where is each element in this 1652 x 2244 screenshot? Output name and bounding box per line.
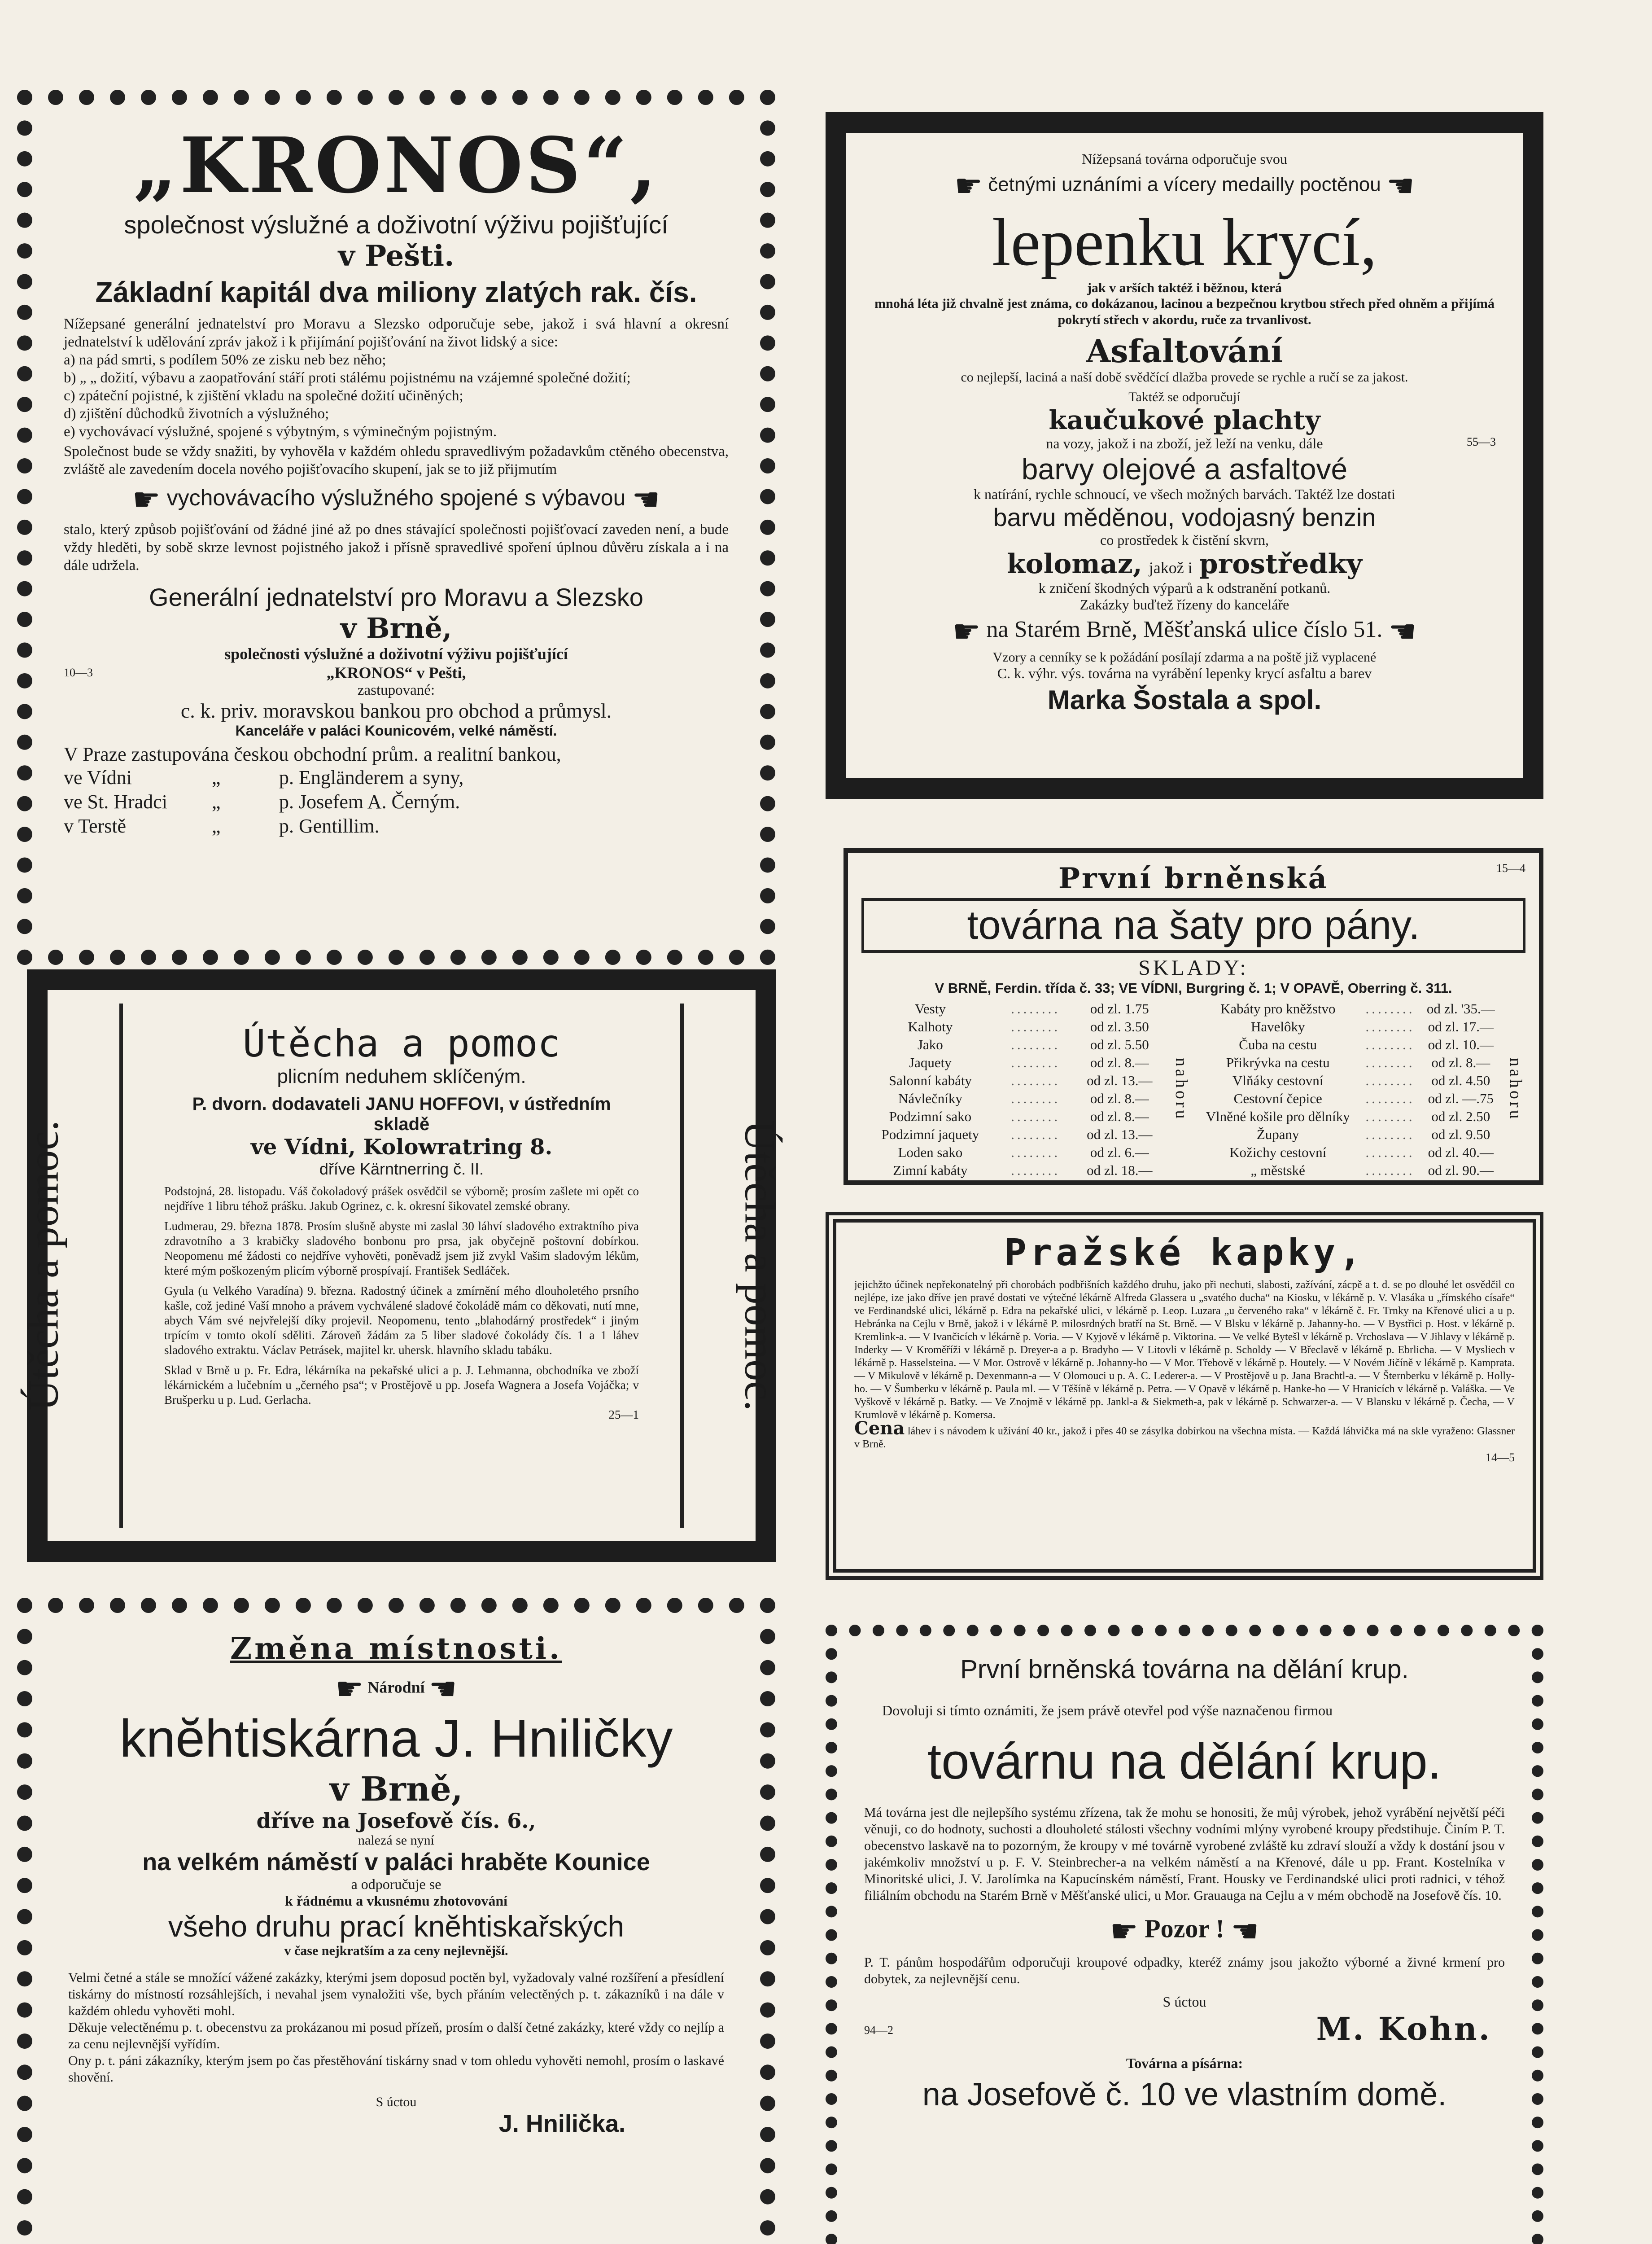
kronos-list-item: d) zjištění důchodků životních a výslužného;: [64, 406, 329, 422]
pointing-hand-icon: ☚: [632, 481, 660, 518]
utecha-ad: Útěcha a pomoc. Útěcha a pomoc. Útěcha a pomoc plicním neduhem sklíčeným. P. dvorn. dodavateli JANU HOFFOVI, v ústředním skladě ve Vídni, Kolowratring 8. dříve Kärntnerring č. II. Podstojná, 28. listopadu. Váš čokoladový prášek osvědčil se výborně; prosím zašlete mi opět co nejdříve 1 libru téhož prášku. Jakub Ogrinez, c. k. okresní šikovatel zemské obrany. Ludmerau, 29. března 1878. Prosím slušně abyste mi zaslal 30 láhví sladového extraktního piva zdravotního a 3 krabičky sladového bonbonu pro prsa, jak obyčejně poštovní dobírkou. Neopomenu mé žádosti co nejdříve vyhověti, poněvadž jsem již zvykl Vašim sladovým lékům, které mým poškozeným plicím výborně prospívají. František Sedláček. Gyula (u Velkého Varadína) 9. března. Radostný účinek a zmírnění mého dlouholetého prsního kašle, což jediné Vaší mnoho a právem vychválené sladové čokoládě mám co děkovati, nutí mne, abych Vám své nejvřelejší díky projevil. Neopomenu, tento „blahodárný prostředek“ i jiným trpícím v tomto okolí sděliti. Zároveň žádám za 5 liber sladové čokolády čís. 1 a 1 láhev sladového extraktu. Václav Petrásek, majitel kr. uhersk. hlavního skladu tabáku. Sklad v Brně u p. Fr. Edra, lékárníka na pekařské ulici a p. J. Lehmanna, obchodníka ve zboží lékárnickém a lučebním u „černého psa“; v Prostějově u pp. Josefa Wagnera a Josefa Vojáčka; v Brušperku u p. Lud. Gerlacha. 25—1: [27, 969, 776, 1562]
utecha-letter: Podstojná, 28. listopadu. Váš čokoladový prášek osvědčil se výborně; prosím zašlete mi opět co nejdříve 1 libru téhož prášku. Jakub Ogrinez, c. k. okresní šikovatel zemské obrany.: [164, 1184, 639, 1213]
kronos-agency-city: v Brně,: [340, 612, 452, 644]
krupy-title: První brněnská továrna na dělání krup.: [960, 1655, 1409, 1684]
kapky-ad: [826, 1212, 1543, 1580]
price-item: Vesty: [914, 1001, 946, 1017]
hnilicka-national-line: [68, 1670, 724, 1707]
hnilicka-title: Změna místnosti.: [230, 1631, 562, 1666]
price-item: Kabáty pro kněžstvo: [1220, 1001, 1336, 1017]
price-dots: ........: [1011, 1109, 1061, 1124]
price-row: [861, 1161, 1167, 1179]
price-row: [1196, 1018, 1501, 1036]
price-value: od zl. 1.75: [1090, 1001, 1149, 1017]
lepenka-asfaltovani: Asfaltování: [1086, 333, 1283, 370]
lepenka-benzin: barvu měděnou, vodojasný benzin: [993, 503, 1376, 531]
hnilicka-offers: a odporučuje se: [351, 1876, 441, 1892]
price-value: od zl. 8.—: [1431, 1055, 1490, 1070]
pointing-hand-icon: ☛: [132, 481, 161, 518]
kronos-reps: [64, 766, 729, 838]
price-dots: ........: [1011, 1162, 1061, 1178]
lepenka-barvy-sub: k natírání, rychle schnoucí, ve všech možných barvách. Taktéž lze dostati: [974, 486, 1395, 502]
price-row: [1196, 1072, 1501, 1090]
lepenka-kolomaz-line: [873, 548, 1496, 580]
price-value: od zl. 13.—: [1087, 1126, 1153, 1142]
kronos-bank: c. k. priv. moravskou bankou pro obchod a průmysl.: [180, 699, 612, 722]
lepenka-title: lepenku krycí,: [992, 205, 1377, 280]
price-dots: ........: [1011, 1091, 1061, 1106]
price-item: Zimní kabáty: [893, 1162, 968, 1178]
lepenka-ad: [826, 112, 1543, 799]
kronos-rep-row: [64, 790, 729, 814]
kronos-company-line: společnosti výslužné a doživotní výživu pojišťující: [224, 645, 568, 663]
price-row: [1196, 1036, 1501, 1054]
price-dots: ........: [1365, 1091, 1415, 1106]
price-dots: ........: [1365, 1055, 1415, 1070]
rep-city: ve St. Hradci: [64, 791, 167, 813]
hnilicka-national: Národní: [367, 1678, 425, 1696]
krupy-body: Má továrna jest dle nejlepšího systému zřízena, tak že mohu se honositi, že můj výrobek, jehož vyrábění největší péči věnuji, co do hodnoty, suchosti a dlouholeté stálosti všechny vodními mlýny vyrobené kroupy předstihuje. Činím P. T. obecenstvo laskavě na to pozorným, že kroupy v mé továrně vyrobené zvláště ku zdraví slouží a vždy k dostání jsou v jakémkoliv množství u p. F. V. Steinbrecher-a na velkém náměstí a na Křenové, dále u pp. Frant. Kostelníka v Minoritské ulici, J. V. Jarolímka na Kapucínském náměstí, Frant. Housky ve Ferdinandské ulici proti radnici, v téhož filiálním obchodu na Starém Brně v Měšťanské ulici, u Mor. Grauauga na Cejlu a v mém obchodě na Josefově čís. 10.: [864, 1805, 1505, 1903]
price-item: Župany: [1256, 1126, 1299, 1142]
hnilicka-body-2: Děkuje velectěnému p. t. obecenstvu za prokázanou mi posud přízeň, prosím o další četné zakázky, které vždy co nejlíp a za cenu nejlevnější vyřídím.: [68, 2020, 724, 2051]
price-dots: ........: [1365, 1126, 1415, 1142]
price-row: [1196, 1054, 1501, 1072]
utecha-letter: Ludmerau, 29. března 1878. Prosím slušně abyste mi zaslal 30 láhví sladového extraktního piva zdravotního a 3 krabičky sladového bonbonu pro prsa, jak obyčejně poštovní dobírkou. Neopomenu mé žádosti co nejdříve vyhověti, poněvadž jsem již zvykl Vašim sladovým lékům, které mým poškozeným plicím výborně prospívají. František Sedláček.: [164, 1219, 639, 1277]
price-dots: ........: [1365, 1144, 1415, 1160]
utecha-letter: Sklad v Brně u p. Fr. Edra, lékárníka na pekařské ulici a p. J. Lehmanna, obchodníka ve zboží lékárnickém a lučebním u „černého psa“; v Prostějově u pp. Josefa Wagnera a Josefa Vojáčka; v Brušperku u p. Lud. Gerlacha.: [164, 1363, 639, 1407]
price-item: Návlečníky: [898, 1091, 962, 1106]
price-row: [861, 1036, 1167, 1054]
price-item: Havelôky: [1250, 1019, 1305, 1034]
lepenka-kolomaz: kolomaz,: [1007, 548, 1142, 580]
saty-title2: továrna na šaty pro pány.: [861, 898, 1525, 953]
saty-price-table-right: [1196, 1000, 1501, 1179]
price-value: od zl. 3.50: [1090, 1019, 1149, 1034]
rep-name: p. Gentillim.: [279, 815, 380, 837]
price-row: [1196, 1108, 1501, 1126]
price-dots: ........: [1365, 1037, 1415, 1052]
pointing-hand-icon: ☚: [1388, 613, 1417, 650]
price-value: od zl. 18.—: [1087, 1162, 1153, 1178]
lepenka-intro: Nížepsaná továrna odporučuje svou: [1082, 151, 1287, 167]
kronos-list-item: c) zpáteční pojistné, k zjištění vkladu na společné dožití učiněných;: [64, 388, 463, 404]
price-item: Salonní kabáty: [888, 1073, 972, 1088]
kapky-price: [854, 1418, 1515, 1451]
utecha-vienna: ve Vídni, Kolowratring 8.: [250, 1135, 553, 1160]
krupy-pozor: Pozor !: [1145, 1914, 1224, 1943]
saty-sklady: SKLADY:: [1138, 956, 1249, 980]
rep-mark: „: [212, 815, 221, 837]
lepenka-line2-text: četnými uznáními a vícery medailly poctěnou: [988, 173, 1381, 196]
price-dots: ........: [1365, 1001, 1415, 1017]
hnilicka-signature: J. Hnilička.: [498, 2110, 625, 2137]
utecha-sub: plicním neduhem sklíčeným.: [277, 1065, 526, 1087]
lepenka-asfaltovani-sub: co nejlepší, laciná a naší době svědčící dlažba provede se rychle a ručí se za jakost.: [961, 370, 1408, 385]
price-row: [861, 1018, 1167, 1036]
price-value: od zl. 10.—: [1428, 1037, 1494, 1052]
kapky-price-label: Cena: [854, 1418, 905, 1439]
lepenka-also: Taktéž se odporučují: [1128, 390, 1241, 404]
kronos-offices: Kanceláře v paláci Kounicovém, velké náměstí.: [235, 723, 557, 739]
rep-name: p. Engländerem a syny,: [279, 767, 464, 789]
hnilicka-body-3: Ony p. t. páni zákazníky, kterým jsem po čas přestěhování tiskárny snad v tom ohledu vyhověti nemohl, prosím o laskavé shovění.: [68, 2053, 724, 2085]
hnilicka-now: nalezá se nyní: [358, 1833, 434, 1848]
hnilicka-all: všeho druhu prací knĕhtiskařských: [168, 1910, 625, 1943]
kronos-code: 10—3: [64, 666, 93, 679]
lepenka-factory: C. k. výhr. výs. továrna na vyrábění lepenky krycí asfaltu a barev: [997, 665, 1372, 681]
price-dots: ........: [1365, 1109, 1415, 1124]
price-dots: ........: [1011, 1073, 1061, 1088]
kronos-company-name: „KRONOS“ v Pešti,: [326, 664, 466, 682]
price-row: [861, 1072, 1167, 1090]
price-item: Vlněné košile pro dělníky: [1206, 1109, 1350, 1124]
price-value: od zl. 8.—: [1090, 1109, 1149, 1124]
price-item: Jaquety: [909, 1055, 952, 1070]
kapky-body: jejichžto účinek nepřekonatelný při chorobách podbřišních každého druhu, jako při nechuti, slabosti, zažívání, zácpě a t. d. se po dlouhé let osvědčil co nejlépe, ize jako dříve jen pravé dostati ve výtečné lékárně Alfreda Glassera u „svatého ducha“ na Kiosku, v lékárně p. V. Vlasáka u „římského císaře“ ve Ferdinandské ulici, lékárně p. Edra na pekařské ulici, v lékárně p. Leop. Luzara „u červeného raka“ v lékárně č. Fr. Trnky na Křenové ulici a u p. Hebránka na Cejlu v Brně, jakož i v lékárně P. milosrdných bratří na St. Brně. — V Blsku v lékárně p. Jahanny-ho. — V Bystřici p. Host. v lékárně p. Kremlink-a. — V Ivančicích v lékárně p. Voria. — V Kyjově v lékárně p. Viktorina. — Ve velké Bytešl v lékárně p. Vrchoslava — V Jihlavy v lékárně p. Inderky — V Kroměříži v lékárně p. Dreyer-a a p. Bradyho — V Litovli v lékárně p. Scholdy — V Břeclavě v lékárně p. Ebrlicha. — V Mysliech v lékárně p. Hasselsteina. — V Mor. Ostrově v lékárně p. Johanny-ho — V Mor. Třebově v lékárně p. Houtely. — V Novém Jičíně v lékárně p. Kamprata. — V Mikulově v lékárně p. Dexenmann-a — V Olomouci u p. A. C. Lederer-a. — V Prostějově u p. Jana Brachtl-a. — V Šternberku v lékárně p. Holly-ho. — V Šumberku v lékárně p. Paula ml. — V Těšíně v lékárně p. Petra. — V Opavě v lékárně p. Hanke-ho — V Hranicích v lékárně p. Valáška. — Ve Vyškově v lékárně p. Batky. — Ve Znojmě v lékárně pp. Jankl-a & Siekmeth-a, pak v lékárně p. Schwarzer-a. — V Blansku v lékárně p. Čecha, — V Krumlově v lékárně p. Komersa.: [854, 1279, 1515, 1421]
pointing-hand-icon: ☛: [335, 1670, 364, 1707]
price-value: od zl. —.75: [1428, 1091, 1494, 1106]
price-row: [861, 1000, 1167, 1018]
price-item: Cestovní čepice: [1233, 1091, 1322, 1106]
kronos-paragraph: Společnost bude se vždy snažiti, by vyhověla v každém ohledu spravedlivým požadavkům ctěného obecenstva, zvláště ale zavedením docela nového pojišťovacího skupení, jak se to již přijmutím: [64, 443, 729, 478]
kronos-title: „KRONOS“,: [133, 121, 660, 210]
kapky-price-text: láhev i s návodem k užívání 40 kr., jakož i přes 40 se zásylka dobírkou na všechna místa. — Každá láhvička má na skle vyraženo: Glassner v Brně.: [854, 1425, 1515, 1450]
hnilicka-terms: v čase nejkratším a za ceny nejlevnější.: [284, 1943, 508, 1958]
kronos-list-item: e) vychovávací výslužné, spojené s výbytným, s výminečným pojistným.: [64, 424, 497, 440]
price-item: Přikrývka na cestu: [1226, 1055, 1330, 1070]
utecha-formerly: dříve Kärntnerring č. II.: [319, 1160, 484, 1178]
kronos-prague: V Praze zastupována českou obchodní prům. a realitní bankou,: [64, 743, 561, 765]
lepenka-code: 55—3: [1467, 435, 1496, 448]
lepenka-orders: Zakázky buďtež řízeny do kanceláře: [1079, 596, 1289, 613]
price-row: [861, 1144, 1167, 1161]
kronos-rep-row: [64, 766, 729, 790]
saty-title1: První brněnská: [1058, 862, 1329, 895]
rep-name: p. Josefem A. Černým.: [279, 791, 460, 813]
hnilicka-body-1: Velmi četné a stále se množící vážené zakázky, kterými jsem doposud poctěn byl, vyžadovaly valné rozšíření a přesídlení tiskárny do místností rozsáhlejších, i nevahal jsem vynaložiti vše, bych přáním velectěných p. t. zákazníků i na dále v každém ohledu vyhověti mohl.: [68, 1970, 724, 2018]
price-row: [861, 1090, 1167, 1108]
lepenka-kaucuk-sub: na vozy, jakož i na zboží, jež leží na venku, dále: [1046, 435, 1323, 451]
price-value: od zl. 9.50: [1431, 1126, 1490, 1142]
price-value: od zl. 4.50: [1431, 1073, 1490, 1088]
lepenka-sub2: mnohá léta již chvalně jest známa, co dokázanou, lacinou a bezpečnou krytbou střech před ohněm a přijímá pokrytí střech v akordu, ruče za trvanlivost.: [874, 296, 1495, 327]
kronos-rep-row: [64, 814, 729, 838]
krupy-intro: Dovoluji si tímto oznámiti, že jsem právě otevřel pod výše naznačenou firmou: [882, 1702, 1333, 1718]
price-dots: ........: [1011, 1144, 1061, 1160]
hnilicka-city: v Brně,: [329, 1770, 463, 1809]
rep-city: v Terstě: [64, 815, 127, 837]
krupy-signature: M. Kohn.: [1316, 2010, 1491, 2047]
lepenka-firm: Marka Šostala a spol.: [1047, 685, 1322, 715]
kronos-list: [64, 351, 729, 441]
kapky-title: Pražské kapky,: [1004, 1232, 1365, 1274]
pointing-hand-icon: ☚: [1231, 1913, 1259, 1950]
kapky-code: 14—5: [1486, 1451, 1515, 1464]
lepenka-line2: [873, 167, 1496, 204]
lepenka-sub1: jak v arších taktéž i běžnou, která: [1087, 280, 1282, 295]
kronos-ad: [17, 90, 775, 965]
krupy-big: továrnu na dělání krup.: [927, 1733, 1442, 1789]
hnilicka-regards: S úctou: [376, 2095, 417, 2109]
price-value: od zl. 90.—: [1428, 1162, 1494, 1178]
utecha-code: 25—1: [608, 1408, 639, 1421]
price-item: Kožichy cestovní: [1229, 1144, 1327, 1160]
price-item: Vlňáky cestovní: [1232, 1073, 1324, 1088]
saty-code: 15—4: [1496, 862, 1525, 875]
rep-mark: „: [212, 791, 221, 813]
lepenka-address: na Starém Brně, Měšťanská ulice číslo 51.: [986, 616, 1383, 642]
price-value: od zl. 6.—: [1090, 1144, 1149, 1160]
price-dots: ........: [1365, 1019, 1415, 1034]
pointing-hand-icon: ☛: [952, 613, 981, 650]
krupy-office: Továrna a písárna:: [1126, 2055, 1243, 2071]
kronos-place: v Pešti.: [338, 239, 455, 273]
lepenka-prostredky-sub: k zničení škodných výparů a k odstranění potkanů.: [1038, 580, 1331, 596]
pointing-hand-icon: ☛: [954, 167, 983, 204]
utecha-title: Útěcha a pomoc: [242, 1021, 560, 1065]
kronos-represented: zastupované:: [357, 682, 435, 698]
price-item: „ městské: [1250, 1162, 1305, 1178]
price-row: [1196, 1090, 1501, 1108]
price-dots: ........: [1011, 1001, 1061, 1017]
krupy-pozor-body: P. T. pánům hospodářům odporučuji kroupové odpadky, kteréž známy jsou jakožto výborné a živné krmení pro dobytek, za nejlevnější cenu.: [864, 1955, 1505, 1986]
lepenka-barvy: barvy olejové a asfaltové: [1021, 452, 1348, 486]
krupy-code: 94—2: [864, 2024, 893, 2037]
kronos-intro: Nížepsané generální jednatelství pro Moravu a Slezsko odporučuje sebe, jakož i svá hlavní a okresní jednatelství k udělování zpráv jakož i k přijímání pojišťování na život lidský a sice:: [64, 316, 729, 350]
rep-city: ve Vídni: [64, 767, 132, 789]
saty-nahoru-right: nahoru: [1506, 1058, 1525, 1122]
price-item: Loden sako: [898, 1144, 963, 1160]
price-item: Podzimní sako: [889, 1109, 972, 1124]
krupy-regards: S úctou: [1163, 1994, 1206, 2010]
kronos-special: [64, 481, 729, 518]
kronos-list-item: a) na pád smrti, s podílem 50% ze zisku neb bez něho;: [64, 352, 386, 368]
lepenka-prostredky: prostředky: [1199, 548, 1362, 580]
price-row: [861, 1108, 1167, 1126]
hnilicka-ad: [17, 1598, 775, 2244]
kronos-capital: Základní kapitál dva miliony zlatých rak. čís.: [95, 276, 697, 308]
hnilicka-name: knĕhtiskárna J. Hniličky: [119, 1709, 673, 1768]
price-dots: ........: [1011, 1019, 1061, 1034]
price-row: [861, 1054, 1167, 1072]
price-value: od zl. 40.—: [1428, 1144, 1494, 1160]
utecha-letter: Gyula (u Velkého Varadína) 9. března. Radostný účinek a zmírnění mého dlouholetého prsního kašle, což jediné Vaší mnoho a právem vychválené sladové čokoládě mám co děkovati, nutí mne, abych Vám své nejvřelejší díky projevil. Neopomenu, tento „blahodárný prostředek“ i jiným trpícím v tomto okolí sděliti. Zároveň žádám za 5 liber sladové čokolády čís. 1 a 1 láhev sladového extraktu. Václav Petrásek, majitel kr. uhersk. hlavního skladu tabáku.: [164, 1284, 639, 1357]
price-value: od zl. 5.50: [1090, 1037, 1149, 1052]
kronos-list-item: b) „ „ dožití, výbavu a zaopatřování stáří proti stálému pojistnému na vzájemné společné dožití;: [64, 370, 631, 386]
kronos-subtitle: společnost výslužné a doživotní výživu pojišťující: [124, 210, 669, 239]
price-dots: ........: [1011, 1126, 1061, 1142]
lepenka-kaucuk: kaučukové plachty: [1049, 405, 1320, 435]
price-dots: ........: [1011, 1037, 1061, 1052]
pointing-hand-icon: ☛: [1110, 1913, 1138, 1950]
price-item: Podzimní jaquety: [881, 1126, 979, 1142]
price-row: [861, 1126, 1167, 1144]
price-value: od zl. 17.—: [1428, 1019, 1494, 1034]
hnilicka-work: k řádnému a vkusnému zhotovování: [284, 1893, 508, 1909]
rep-mark: „: [212, 767, 221, 789]
saty-nahoru-left: nahoru: [1172, 1058, 1191, 1122]
lepenka-kolomaz-mid: jakož i: [1149, 559, 1193, 577]
price-value: od zl. 13.—: [1087, 1073, 1153, 1088]
krupy-address: na Josefově č. 10 ve vlastním domě.: [922, 2077, 1447, 2113]
price-dots: ........: [1365, 1162, 1415, 1178]
price-value: od zl. '35.—: [1426, 1001, 1495, 1017]
hnilicka-formerly: dříve na Josefově čís. 6.,: [256, 1809, 536, 1833]
lepenka-address-line: [873, 613, 1496, 650]
saty-ad: [843, 848, 1543, 1185]
price-item: Čuba na cestu: [1239, 1037, 1317, 1052]
kronos-paragraph-2: stalo, který způsob pojišťování od žádné jiné až po dnes stávající společnosti pojišťovací zaveden není, a bude vždy hleděti, by sobě skrze levnost pojistného jakož i přísně spravedlivé spoření úplnou důvěru získala a i na dále udržela.: [64, 522, 729, 574]
price-value: od zl. 8.—: [1090, 1055, 1149, 1070]
krupy-pozor-line: [864, 1913, 1505, 1950]
lepenka-benzin-sub: co prostředek k čistění skvrn,: [1100, 532, 1269, 548]
price-item: Kalhoty: [908, 1019, 953, 1034]
price-value: od zl. 2.50: [1431, 1109, 1490, 1124]
price-dots: ........: [1365, 1073, 1415, 1088]
price-row: [1196, 1126, 1501, 1144]
hnilicka-location: na velkém náměstí v paláci hraběte Kounice: [142, 1849, 650, 1876]
price-row: [1196, 1161, 1501, 1179]
kronos-special-text: vychovávacího výslužného spojené s výbavou: [166, 485, 626, 511]
price-dots: ........: [1011, 1055, 1061, 1070]
price-row: [1196, 1000, 1501, 1018]
utecha-supplier: P. dvorn. dodavateli JANU HOFFOVI, v ústředním skladě: [192, 1094, 611, 1134]
lepenka-samples: Vzory a cenníky se k požádání posílají zdarma a na poště již vyplacené: [992, 650, 1377, 665]
price-value: od zl. 8.—: [1090, 1091, 1149, 1106]
krupy-ad: [826, 1625, 1543, 2244]
pointing-hand-icon: ☚: [428, 1670, 457, 1707]
price-item: Jako: [917, 1037, 943, 1052]
saty-addresses: V BRNĚ, Ferdin. třída č. 33; VE VÍDNI, Burgring č. 1; V OPAVĚ, Oberring č. 311.: [935, 980, 1452, 996]
price-row: [1196, 1144, 1501, 1161]
saty-price-table-left: [861, 1000, 1167, 1179]
kronos-agency: Generální jednatelství pro Moravu a Slezsko: [149, 583, 643, 611]
pointing-hand-icon: ☚: [1386, 167, 1415, 204]
